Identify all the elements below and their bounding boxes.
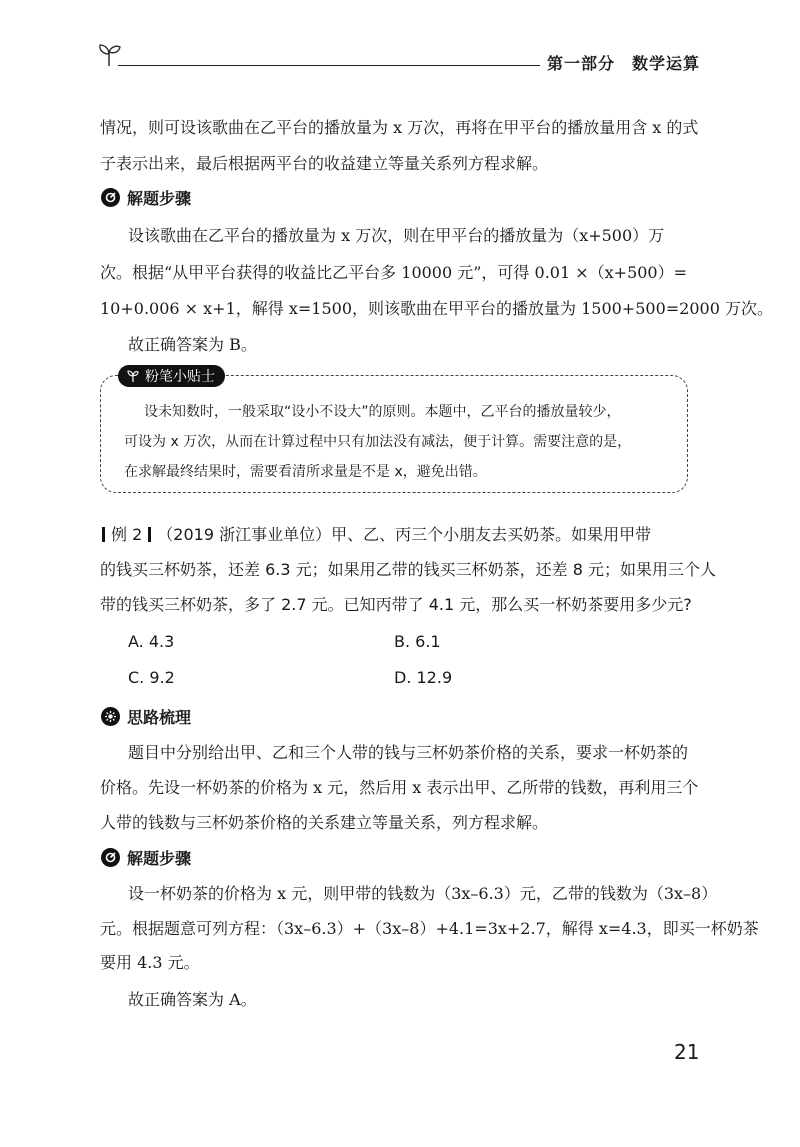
example-bar-right [148,527,151,542]
steps-heading [101,186,191,209]
option-c: C. 9.2 [128,668,175,687]
analysis-icon [101,707,120,726]
tip-line-3: 在求解最终结果时，需要看清所求量是不是 x，避免出错。 [124,464,487,480]
analysis-heading [101,705,191,728]
analysis-heading-text: 思路梳理 [127,708,192,727]
option-a: A. 4.3 [128,632,175,651]
example-line-1-text: （2019 浙江事业单位）甲、乙、丙三个小朋友去买奶茶。如果用甲带 [157,525,652,544]
tip-label [118,365,225,387]
example-line-3: 带的钱买三杯奶茶，多了 2.7 元。已知丙带了 4.1 元，那么买一杯奶茶要用多少元? [100,595,692,614]
example-line-1 [100,518,651,552]
example-label: 例 2 [111,525,143,544]
steps-line-3: 10+0.006 × x+1，解得 x=1500，则该歌曲在甲平台的播放量为 1500+500=2000 万次。 [100,299,773,318]
answer-b: 故正确答案为 B。 [128,335,257,354]
analysis-line-3: 人带的钱数与三杯奶茶价格的关系建立等量关系，列方程求解。 [100,813,549,832]
header-rule [118,65,540,66]
steps-line-2: 次。根据“从甲平台获得的收益比乙平台多 10000 元”，可得 0.01 ×（x+500）= [100,263,688,282]
steps-line-1: 设该歌曲在乙平台的播放量为 x 万次，则在甲平台的播放量为（x+500）万 [128,226,665,245]
solution-heading [101,846,191,869]
solution-icon [101,848,120,867]
option-d: D. 12.9 [394,668,453,687]
sprout-small-icon [126,369,140,383]
example-line-2: 的钱买三杯奶茶，还差 6.3 元；如果用乙带的钱买三杯奶茶，还差 8 元；如果用三个人 [100,560,716,579]
steps-heading-text: 解题步骤 [127,189,192,208]
analysis-line-2: 价格。先设一杯奶茶的价格为 x 元，然后用 x 表示出甲、乙所带的钱数，再利用三个 [100,778,699,797]
solution-line-2: 元。根据题意可列方程：（3x–6.3）+（3x–8）+4.1=3x+2.7，解得 x=4.3，即买一杯奶茶 [100,919,759,938]
option-b: B. 6.1 [394,632,441,651]
analysis-line-1: 题目中分别给出甲、乙和三个人带的钱与三杯奶茶价格的关系，要求一杯奶茶的 [128,743,689,762]
steps-icon [101,188,120,207]
tip-label-text: 粉笔小贴士 [145,369,215,385]
page-number: 21 [674,1040,700,1064]
section-title: 第一部分 数学运算 [546,54,700,73]
example-bar-left [102,527,105,542]
solution-line-1: 设一杯奶茶的价格为 x 元，则甲带的钱数为（3x–6.3）元，乙带的钱数为（3x–8） [128,884,718,903]
tip-line-1: 设未知数时，一般采取“设小不设大”的原则。本题中，乙平台的播放量较少， [144,404,621,420]
intro-line-1: 情况，则可设该歌曲在乙平台的播放量为 x 万次，再将在甲平台的播放量用含 x 的式 [100,118,699,137]
answer-a: 故正确答案为 A。 [128,990,257,1009]
tip-line-2: 可设为 x 万次，从而在计算过程中只有加法没有减法，便于计算。需要注意的是， [124,434,632,450]
solution-line-3: 要用 4.3 元。 [100,953,200,972]
intro-line-2: 子表示出来，最后根据两平台的收益建立等量关系列方程求解。 [100,154,549,173]
sprout-icon [95,40,123,68]
solution-heading-text: 解题步骤 [127,849,192,868]
